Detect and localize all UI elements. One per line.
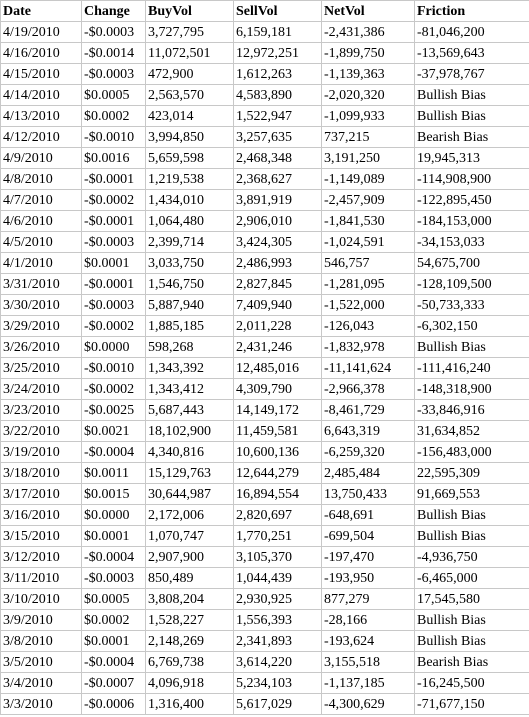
friction-cell: 31,634,852 — [415, 421, 529, 442]
buyvol-cell: 1,070,747 — [146, 526, 234, 547]
netvol-cell: -6,259,320 — [322, 442, 415, 463]
date-cell: 3/24/2010 — [1, 379, 82, 400]
friction-cell: -148,318,900 — [415, 379, 529, 400]
buyvol-cell: 11,072,501 — [146, 43, 234, 64]
date-cell: 3/4/2010 — [1, 673, 82, 694]
friction-cell: -16,245,500 — [415, 673, 529, 694]
change-cell: $0.0000 — [82, 505, 146, 526]
sellvol-cell: 2,486,993 — [234, 253, 322, 274]
sellvol-cell: 4,309,790 — [234, 379, 322, 400]
buyvol-cell: 423,014 — [146, 106, 234, 127]
change-cell: -$0.0010 — [82, 358, 146, 379]
table-row — [1, 148, 529, 169]
change-cell: $0.0011 — [82, 463, 146, 484]
sellvol-cell: 7,409,940 — [234, 295, 322, 316]
table-row — [1, 463, 529, 484]
friction-cell: -156,483,000 — [415, 442, 529, 463]
netvol-cell: -11,141,624 — [322, 358, 415, 379]
sellvol-cell: 3,891,919 — [234, 190, 322, 211]
table-row — [1, 43, 529, 64]
change-cell: -$0.0001 — [82, 169, 146, 190]
sellvol-cell: 2,906,010 — [234, 211, 322, 232]
change-cell: -$0.0001 — [82, 211, 146, 232]
table-row — [1, 253, 529, 274]
sellvol-cell: 5,617,029 — [234, 694, 322, 715]
sellvol-cell: 12,485,016 — [234, 358, 322, 379]
friction-cell: -37,978,767 — [415, 64, 529, 85]
buyvol-cell: 1,885,185 — [146, 316, 234, 337]
netvol-cell: -1,522,000 — [322, 295, 415, 316]
header-buyvol: BuyVol — [146, 1, 234, 22]
table-row — [1, 526, 529, 547]
table-row — [1, 358, 529, 379]
friction-cell: -50,733,333 — [415, 295, 529, 316]
date-cell: 3/9/2010 — [1, 610, 82, 631]
friction-cell: -128,109,500 — [415, 274, 529, 295]
change-cell: -$0.0001 — [82, 274, 146, 295]
change-cell: -$0.0006 — [82, 694, 146, 715]
date-cell: 3/31/2010 — [1, 274, 82, 295]
change-cell: -$0.0003 — [82, 64, 146, 85]
friction-cell: -33,846,916 — [415, 400, 529, 421]
sellvol-cell: 2,368,627 — [234, 169, 322, 190]
table-row — [1, 211, 529, 232]
date-cell: 3/19/2010 — [1, 442, 82, 463]
table-row — [1, 64, 529, 85]
buyvol-cell: 30,644,987 — [146, 484, 234, 505]
friction-cell: Bullish Bias — [415, 106, 529, 127]
date-cell: 3/26/2010 — [1, 337, 82, 358]
sellvol-cell: 1,612,263 — [234, 64, 322, 85]
buyvol-cell: 1,528,227 — [146, 610, 234, 631]
change-cell: -$0.0003 — [82, 295, 146, 316]
buyvol-cell: 3,994,850 — [146, 127, 234, 148]
netvol-cell: -1,099,933 — [322, 106, 415, 127]
change-cell: $0.0015 — [82, 484, 146, 505]
friction-cell: Bullish Bias — [415, 610, 529, 631]
friction-cell: -71,677,150 — [415, 694, 529, 715]
netvol-cell: -193,950 — [322, 568, 415, 589]
buyvol-cell: 2,148,269 — [146, 631, 234, 652]
netvol-cell: -1,137,185 — [322, 673, 415, 694]
buyvol-cell: 18,102,900 — [146, 421, 234, 442]
header-netvol: NetVol — [322, 1, 415, 22]
table-row — [1, 631, 529, 652]
buyvol-cell: 3,727,795 — [146, 22, 234, 43]
netvol-cell: -1,139,363 — [322, 64, 415, 85]
buyvol-cell: 2,399,714 — [146, 232, 234, 253]
sellvol-cell: 2,930,925 — [234, 589, 322, 610]
change-cell: $0.0021 — [82, 421, 146, 442]
friction-cell: Bullish Bias — [415, 526, 529, 547]
buyvol-cell: 6,769,738 — [146, 652, 234, 673]
date-cell: 3/11/2010 — [1, 568, 82, 589]
date-cell: 3/30/2010 — [1, 295, 82, 316]
friction-cell: Bearish Bias — [415, 127, 529, 148]
buyvol-cell: 1,316,400 — [146, 694, 234, 715]
table-row — [1, 484, 529, 505]
netvol-cell: -28,166 — [322, 610, 415, 631]
change-cell: $0.0002 — [82, 610, 146, 631]
table-row — [1, 673, 529, 694]
buyvol-cell: 5,687,443 — [146, 400, 234, 421]
date-cell: 4/13/2010 — [1, 106, 82, 127]
netvol-cell: -2,020,320 — [322, 85, 415, 106]
header-date: Date — [1, 1, 82, 22]
change-cell: $0.0000 — [82, 337, 146, 358]
date-cell: 3/5/2010 — [1, 652, 82, 673]
change-cell: $0.0001 — [82, 253, 146, 274]
buyvol-cell: 850,489 — [146, 568, 234, 589]
change-cell: -$0.0025 — [82, 400, 146, 421]
header-row — [1, 1, 529, 22]
header-change: Change — [82, 1, 146, 22]
date-cell: 4/6/2010 — [1, 211, 82, 232]
sellvol-cell: 10,600,136 — [234, 442, 322, 463]
table-row — [1, 610, 529, 631]
table-row — [1, 589, 529, 610]
date-cell: 3/3/2010 — [1, 694, 82, 715]
date-cell: 4/12/2010 — [1, 127, 82, 148]
change-cell: -$0.0004 — [82, 442, 146, 463]
friction-cell: Bullish Bias — [415, 631, 529, 652]
date-cell: 3/12/2010 — [1, 547, 82, 568]
date-cell: 4/14/2010 — [1, 85, 82, 106]
sellvol-cell: 3,105,370 — [234, 547, 322, 568]
header-friction: Friction — [415, 1, 529, 22]
netvol-cell: -1,899,750 — [322, 43, 415, 64]
buyvol-cell: 1,219,538 — [146, 169, 234, 190]
date-cell: 3/23/2010 — [1, 400, 82, 421]
table-row — [1, 337, 529, 358]
sellvol-cell: 14,149,172 — [234, 400, 322, 421]
table-row — [1, 190, 529, 211]
sellvol-cell: 3,257,635 — [234, 127, 322, 148]
change-cell: -$0.0002 — [82, 379, 146, 400]
sellvol-cell: 1,770,251 — [234, 526, 322, 547]
friction-cell: Bearish Bias — [415, 652, 529, 673]
table-row — [1, 169, 529, 190]
sellvol-cell: 3,424,305 — [234, 232, 322, 253]
netvol-cell: 737,215 — [322, 127, 415, 148]
date-cell: 3/10/2010 — [1, 589, 82, 610]
change-cell: $0.0005 — [82, 589, 146, 610]
table-row — [1, 106, 529, 127]
change-cell: -$0.0010 — [82, 127, 146, 148]
date-cell: 4/7/2010 — [1, 190, 82, 211]
sellvol-cell: 2,820,697 — [234, 505, 322, 526]
netvol-cell: -2,457,909 — [322, 190, 415, 211]
date-cell: 3/22/2010 — [1, 421, 82, 442]
buyvol-cell: 1,434,010 — [146, 190, 234, 211]
sellvol-cell: 2,011,228 — [234, 316, 322, 337]
friction-cell: -111,416,240 — [415, 358, 529, 379]
buyvol-cell: 2,563,570 — [146, 85, 234, 106]
netvol-cell: -2,966,378 — [322, 379, 415, 400]
netvol-cell: 6,643,319 — [322, 421, 415, 442]
table-row — [1, 22, 529, 43]
table-row — [1, 274, 529, 295]
change-cell: -$0.0003 — [82, 22, 146, 43]
buyvol-cell: 3,808,204 — [146, 589, 234, 610]
change-cell: -$0.0007 — [82, 673, 146, 694]
buyvol-cell: 1,064,480 — [146, 211, 234, 232]
date-cell: 4/15/2010 — [1, 64, 82, 85]
date-cell: 3/18/2010 — [1, 463, 82, 484]
table-row — [1, 232, 529, 253]
change-cell: -$0.0003 — [82, 568, 146, 589]
date-cell: 4/19/2010 — [1, 22, 82, 43]
date-cell: 4/16/2010 — [1, 43, 82, 64]
netvol-cell: -648,691 — [322, 505, 415, 526]
table-row — [1, 400, 529, 421]
netvol-cell: 2,485,484 — [322, 463, 415, 484]
netvol-cell: 546,757 — [322, 253, 415, 274]
sellvol-cell: 2,468,348 — [234, 148, 322, 169]
date-cell: 4/8/2010 — [1, 169, 82, 190]
change-cell: -$0.0003 — [82, 232, 146, 253]
friction-cell: 54,675,700 — [415, 253, 529, 274]
sellvol-cell: 4,583,890 — [234, 85, 322, 106]
sellvol-cell: 12,644,279 — [234, 463, 322, 484]
date-cell: 4/9/2010 — [1, 148, 82, 169]
buyvol-cell: 1,546,750 — [146, 274, 234, 295]
friction-cell: -6,302,150 — [415, 316, 529, 337]
sellvol-cell: 1,044,439 — [234, 568, 322, 589]
friction-cell: Bullish Bias — [415, 337, 529, 358]
friction-cell: -122,895,450 — [415, 190, 529, 211]
table-row — [1, 379, 529, 400]
friction-cell: -13,569,643 — [415, 43, 529, 64]
buyvol-cell: 598,268 — [146, 337, 234, 358]
friction-cell: 19,945,313 — [415, 148, 529, 169]
change-cell: $0.0016 — [82, 148, 146, 169]
sellvol-cell: 11,459,581 — [234, 421, 322, 442]
buyvol-cell: 2,907,900 — [146, 547, 234, 568]
change-cell: $0.0001 — [82, 526, 146, 547]
netvol-cell: -126,043 — [322, 316, 415, 337]
friction-cell: Bullish Bias — [415, 505, 529, 526]
table-row — [1, 85, 529, 106]
buyvol-cell: 472,900 — [146, 64, 234, 85]
date-cell: 3/8/2010 — [1, 631, 82, 652]
table-row — [1, 568, 529, 589]
date-cell: 3/25/2010 — [1, 358, 82, 379]
netvol-cell: -2,431,386 — [322, 22, 415, 43]
change-cell: $0.0002 — [82, 106, 146, 127]
netvol-cell: -4,300,629 — [322, 694, 415, 715]
table-row — [1, 316, 529, 337]
friction-cell: -4,936,750 — [415, 547, 529, 568]
sellvol-cell: 16,894,554 — [234, 484, 322, 505]
date-cell: 3/16/2010 — [1, 505, 82, 526]
sellvol-cell: 2,341,893 — [234, 631, 322, 652]
table-row — [1, 547, 529, 568]
sellvol-cell: 12,972,251 — [234, 43, 322, 64]
buyvol-cell: 5,887,940 — [146, 295, 234, 316]
change-cell: -$0.0002 — [82, 316, 146, 337]
table-row — [1, 505, 529, 526]
sellvol-cell: 1,556,393 — [234, 610, 322, 631]
friction-cell: Bullish Bias — [415, 85, 529, 106]
buyvol-cell: 3,033,750 — [146, 253, 234, 274]
friction-cell: -114,908,900 — [415, 169, 529, 190]
netvol-cell: -193,624 — [322, 631, 415, 652]
netvol-cell: -197,470 — [322, 547, 415, 568]
change-cell: -$0.0014 — [82, 43, 146, 64]
sellvol-cell: 1,522,947 — [234, 106, 322, 127]
table-row — [1, 652, 529, 673]
date-cell: 4/5/2010 — [1, 232, 82, 253]
table-row — [1, 295, 529, 316]
header-sellvol: SellVol — [234, 1, 322, 22]
change-cell: $0.0001 — [82, 631, 146, 652]
friction-cell: -184,153,000 — [415, 211, 529, 232]
buyvol-cell: 4,096,918 — [146, 673, 234, 694]
friction-cell: 91,669,553 — [415, 484, 529, 505]
netvol-cell: 877,279 — [322, 589, 415, 610]
change-cell: -$0.0002 — [82, 190, 146, 211]
netvol-cell: -1,149,089 — [322, 169, 415, 190]
buyvol-cell: 2,172,006 — [146, 505, 234, 526]
netvol-cell: 13,750,433 — [322, 484, 415, 505]
sellvol-cell: 5,234,103 — [234, 673, 322, 694]
netvol-cell: -1,841,530 — [322, 211, 415, 232]
netvol-cell: 3,191,250 — [322, 148, 415, 169]
table-row — [1, 421, 529, 442]
change-cell: -$0.0004 — [82, 547, 146, 568]
netvol-cell: -699,504 — [322, 526, 415, 547]
date-cell: 3/29/2010 — [1, 316, 82, 337]
friction-cell: -6,465,000 — [415, 568, 529, 589]
table-row — [1, 127, 529, 148]
friction-cell: 22,595,309 — [415, 463, 529, 484]
buyvol-cell: 1,343,392 — [146, 358, 234, 379]
netvol-cell: 3,155,518 — [322, 652, 415, 673]
buyvol-cell: 4,340,816 — [146, 442, 234, 463]
table-body — [1, 22, 529, 715]
buyvol-cell: 1,343,412 — [146, 379, 234, 400]
date-cell: 3/15/2010 — [1, 526, 82, 547]
sellvol-cell: 2,827,845 — [234, 274, 322, 295]
buyvol-cell: 5,659,598 — [146, 148, 234, 169]
table-row — [1, 442, 529, 463]
change-cell: -$0.0004 — [82, 652, 146, 673]
sellvol-cell: 3,614,220 — [234, 652, 322, 673]
friction-cell: 17,545,580 — [415, 589, 529, 610]
date-cell: 3/17/2010 — [1, 484, 82, 505]
change-cell: $0.0005 — [82, 85, 146, 106]
netvol-cell: -1,024,591 — [322, 232, 415, 253]
sellvol-cell: 2,431,246 — [234, 337, 322, 358]
date-cell: 4/1/2010 — [1, 253, 82, 274]
sellvol-cell: 6,159,181 — [234, 22, 322, 43]
netvol-cell: -1,832,978 — [322, 337, 415, 358]
friction-cell: -34,153,033 — [415, 232, 529, 253]
buyvol-cell: 15,129,763 — [146, 463, 234, 484]
friction-cell: -81,046,200 — [415, 22, 529, 43]
table-row — [1, 694, 529, 715]
netvol-cell: -1,281,095 — [322, 274, 415, 295]
netvol-cell: -8,461,729 — [322, 400, 415, 421]
